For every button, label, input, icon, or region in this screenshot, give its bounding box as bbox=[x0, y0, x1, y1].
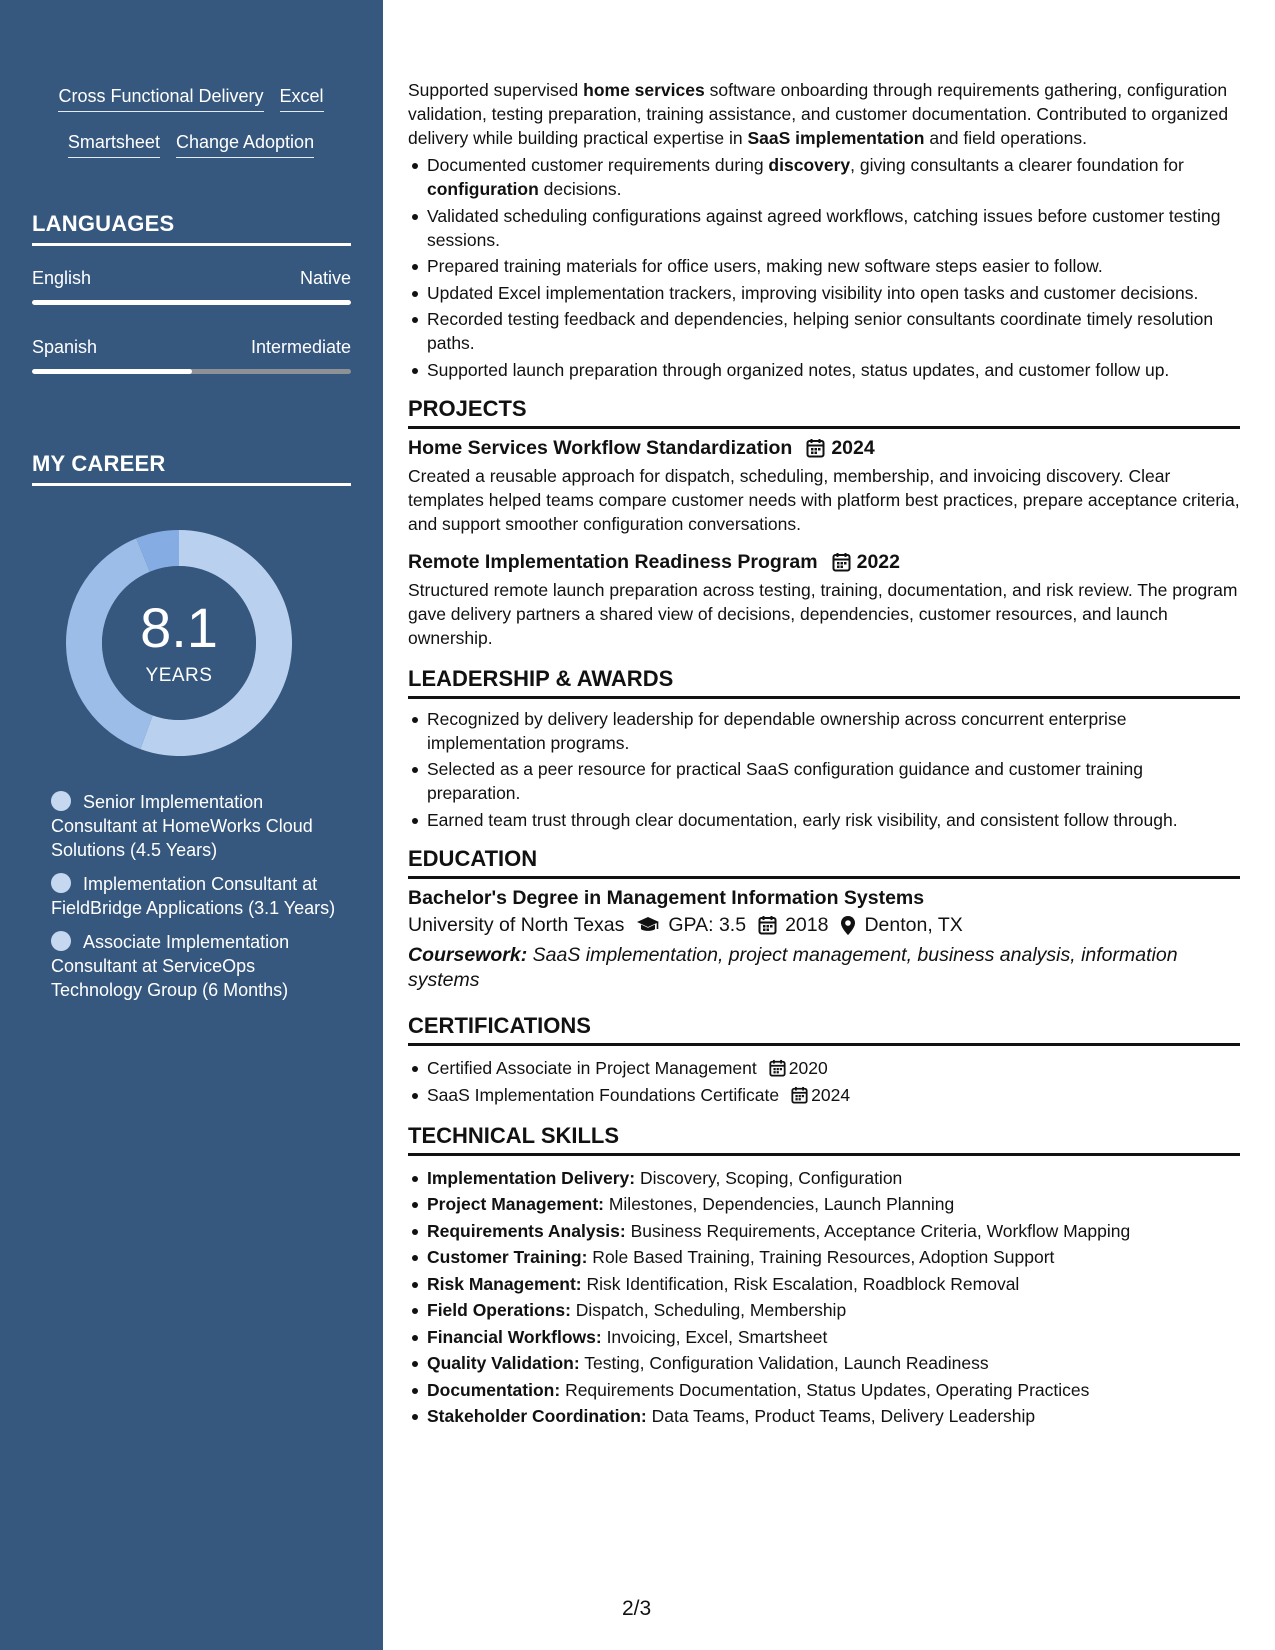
language-proficiency-fill bbox=[32, 369, 192, 374]
project-item bbox=[408, 437, 1240, 536]
language-proficiency-bar bbox=[32, 300, 351, 305]
skill-values: Data Teams, Product Teams, Delivery Leadership bbox=[646, 1406, 1036, 1426]
skills-heading: TECHNICAL SKILLS bbox=[408, 1123, 1240, 1156]
education-details bbox=[408, 914, 1240, 937]
skill-tag: Change Adoption bbox=[176, 132, 314, 158]
page-number: 2/3 bbox=[622, 1597, 652, 1620]
education-gpa: GPA: 3.5 bbox=[668, 913, 747, 936]
language-level: Native bbox=[299, 268, 351, 288]
skill-item bbox=[408, 1298, 1240, 1322]
text-run: Documented customer requirements during bbox=[427, 155, 769, 175]
skill-values: Risk Identification, Risk Escalation, Roadblock Removal bbox=[581, 1273, 1020, 1294]
skills-list bbox=[408, 1166, 1240, 1429]
career-total-value: 8.1 bbox=[140, 596, 218, 659]
projects-heading: PROJECTS bbox=[408, 396, 1240, 429]
text-run: decisions. bbox=[538, 179, 622, 199]
skill-category: Documentation: bbox=[427, 1379, 561, 1400]
experience-summary bbox=[408, 78, 1240, 150]
skill-values: Testing, Configuration Validation, Launch Readiness bbox=[579, 1353, 989, 1373]
calendar-icon bbox=[769, 1059, 786, 1077]
skill-item bbox=[408, 1245, 1240, 1269]
experience-bullet bbox=[408, 254, 1240, 278]
project-year: 2022 bbox=[856, 550, 900, 573]
certification-year: 2020 bbox=[788, 1057, 828, 1078]
text-run: Supported launch preparation through organized notes, status updates, and customer follow up. bbox=[427, 359, 1170, 380]
skill-values: Role Based Training, Training Resources, Adoption Support bbox=[587, 1247, 1055, 1267]
skill-category: Quality Validation: bbox=[427, 1353, 580, 1373]
text-run: Validated scheduling configurations against agreed workflows, catching issues before customer testing sessions. bbox=[427, 205, 1221, 250]
career-total bbox=[66, 530, 292, 756]
text-run: and field operations. bbox=[924, 128, 1087, 148]
career-heading: MY CAREER bbox=[32, 451, 351, 486]
calendar-icon bbox=[832, 552, 851, 572]
skill-values: Discovery, Scoping, Configuration bbox=[635, 1167, 903, 1188]
certification-item bbox=[408, 1083, 1240, 1107]
skill-category: Financial Workflows: bbox=[427, 1326, 602, 1347]
education-coursework bbox=[408, 943, 1240, 993]
language-english bbox=[32, 268, 351, 305]
skill-category: Project Management: bbox=[427, 1194, 604, 1214]
skill-tag-row bbox=[32, 86, 350, 112]
language-proficiency-bar bbox=[32, 369, 351, 374]
certification-year: 2024 bbox=[811, 1084, 851, 1105]
certifications-heading: CERTIFICATIONS bbox=[408, 1013, 1240, 1046]
skill-tag: Smartsheet bbox=[68, 132, 160, 158]
career-item-text: Senior Implementation Consultant at HomeWorks Cloud Solutions (4.5 Years) bbox=[51, 792, 313, 860]
award-item: Selected as a peer resource for practical SaaS configuration guidance and customer training preparation. bbox=[408, 757, 1240, 805]
skill-values: Business Requirements, Acceptance Criteria, Workflow Mapping bbox=[625, 1220, 1131, 1241]
experience-bullet bbox=[408, 153, 1240, 201]
text-run: software onboarding through requirements gathering, configuration validation, testing preparation, training assistance, and customer documentation. Contributed to organized delivery while building practical expertise in bbox=[408, 80, 1229, 148]
career-item-text: Associate Implementation Consultant at ServiceOps Technology Group (6 Months) bbox=[51, 932, 290, 1000]
career-item-text: Implementation Consultant at FieldBridge Applications (3.1 Years) bbox=[51, 874, 336, 918]
skill-category: Stakeholder Coordination: bbox=[427, 1406, 647, 1426]
emphasis-text: home services bbox=[583, 80, 705, 100]
text-run: Supported supervised bbox=[408, 80, 584, 100]
calendar-icon bbox=[791, 1086, 808, 1104]
skill-tag: Cross Functional Delivery bbox=[58, 86, 263, 112]
project-name: Home Services Workflow Standardization bbox=[408, 436, 793, 459]
certifications-list bbox=[408, 1056, 1240, 1107]
certification-name: SaaS Implementation Foundations Certificate bbox=[427, 1084, 780, 1105]
education-year: 2018 bbox=[785, 913, 829, 936]
project-year: 2024 bbox=[831, 436, 875, 459]
project-name: Remote Implementation Readiness Program bbox=[408, 550, 818, 573]
skill-values: Dispatch, Scheduling, Membership bbox=[570, 1300, 847, 1320]
skill-tag-row bbox=[32, 132, 350, 158]
education-heading: EDUCATION bbox=[408, 846, 1240, 879]
skill-category: Customer Training: bbox=[427, 1247, 588, 1267]
skill-item bbox=[408, 1325, 1240, 1349]
emphasis-text: discovery bbox=[768, 155, 851, 175]
text-run: Recorded testing feedback and dependencies, helping senior consultants coordinate timely resolution paths. bbox=[427, 309, 1214, 353]
emphasis-text: SaaS implementation bbox=[747, 128, 925, 148]
skill-item bbox=[408, 1166, 1240, 1190]
skill-item bbox=[408, 1272, 1240, 1296]
project-description: Structured remote launch preparation across testing, training, documentation, and risk review. The program gave delivery partners a shared view of decisions, dependencies, customer resources, and launch ownership. bbox=[408, 579, 1238, 648]
award-item: Earned team trust through clear documentation, early risk visibility, and consistent follow through. bbox=[408, 808, 1240, 832]
experience-bullet bbox=[408, 307, 1240, 355]
skill-tags bbox=[32, 86, 350, 178]
skill-values: Milestones, Dependencies, Launch Planning bbox=[603, 1194, 955, 1214]
experience-bullet bbox=[408, 358, 1240, 382]
skill-values: Invoicing, Excel, Smartsheet bbox=[601, 1326, 828, 1347]
career-bullet-icon bbox=[51, 791, 71, 811]
experience-bullet bbox=[408, 204, 1240, 252]
sidebar bbox=[0, 0, 383, 1650]
award-item: Recognized by delivery leadership for dependable ownership across concurrent enterprise implementation programs. bbox=[408, 707, 1240, 755]
skill-tag: Excel bbox=[280, 86, 324, 112]
awards-list bbox=[408, 707, 1240, 832]
awards-heading: LEADERSHIP & AWARDS bbox=[408, 666, 1240, 699]
text-run: Updated Excel implementation trackers, improving visibility into open tasks and customer decisions. bbox=[427, 282, 1199, 303]
career-item bbox=[51, 872, 341, 920]
education-school: University of North Texas bbox=[408, 913, 625, 936]
skill-values: Requirements Documentation, Status Updates, Operating Practices bbox=[560, 1379, 1090, 1400]
career-item bbox=[51, 790, 341, 862]
project-description: Created a reusable approach for dispatch, scheduling, membership, and invoicing discovery. Clear templates helped teams compare customer needs with platform best practices, prepare acceptance criteria, and support smoother configuration conversations. bbox=[408, 465, 1240, 534]
language-proficiency-fill bbox=[32, 300, 351, 305]
project-item bbox=[408, 551, 1240, 650]
location-pin-icon bbox=[840, 915, 856, 936]
calendar-icon bbox=[758, 915, 777, 935]
calendar-icon bbox=[806, 438, 825, 458]
skill-item bbox=[408, 1378, 1240, 1402]
language-spanish bbox=[32, 337, 351, 374]
education-degree: Bachelor's Degree in Management Information Systems bbox=[408, 886, 925, 909]
coursework-text: SaaS implementation, project management, business analysis, information systems bbox=[408, 943, 1178, 991]
skill-category: Field Operations: bbox=[427, 1300, 571, 1320]
skill-category: Risk Management: bbox=[427, 1273, 582, 1294]
main-content bbox=[408, 78, 1240, 1431]
graduation-cap-icon bbox=[636, 916, 660, 934]
text-run: Prepared training materials for office users, making new software steps easier to follow. bbox=[427, 256, 1103, 276]
career-total-unit: YEARS bbox=[145, 665, 213, 686]
language-name: English bbox=[32, 268, 92, 288]
languages-heading: LANGUAGES bbox=[32, 211, 351, 246]
skill-item bbox=[408, 1404, 1240, 1428]
coursework-label: Coursework: bbox=[408, 943, 528, 966]
career-item bbox=[51, 930, 341, 1002]
education-location: Denton, TX bbox=[864, 913, 963, 936]
language-name: Spanish bbox=[32, 337, 98, 357]
experience-bullets bbox=[408, 153, 1240, 382]
skill-category: Requirements Analysis: bbox=[427, 1220, 626, 1241]
certification-item bbox=[408, 1056, 1240, 1080]
emphasis-text: configuration bbox=[427, 179, 539, 199]
text-run: , giving consultants a clearer foundation for bbox=[850, 155, 1184, 175]
language-level: Intermediate bbox=[250, 337, 351, 357]
career-donut-chart bbox=[66, 530, 292, 756]
skill-category: Implementation Delivery: bbox=[427, 1167, 636, 1188]
experience-bullet bbox=[408, 281, 1240, 305]
skill-item bbox=[408, 1351, 1240, 1375]
certification-name: Certified Associate in Project Management bbox=[427, 1057, 757, 1078]
career-bullet-icon bbox=[51, 931, 71, 951]
skill-item bbox=[408, 1219, 1240, 1243]
skill-item bbox=[408, 1192, 1240, 1216]
career-bullet-icon bbox=[51, 873, 71, 893]
career-list bbox=[51, 790, 341, 1012]
